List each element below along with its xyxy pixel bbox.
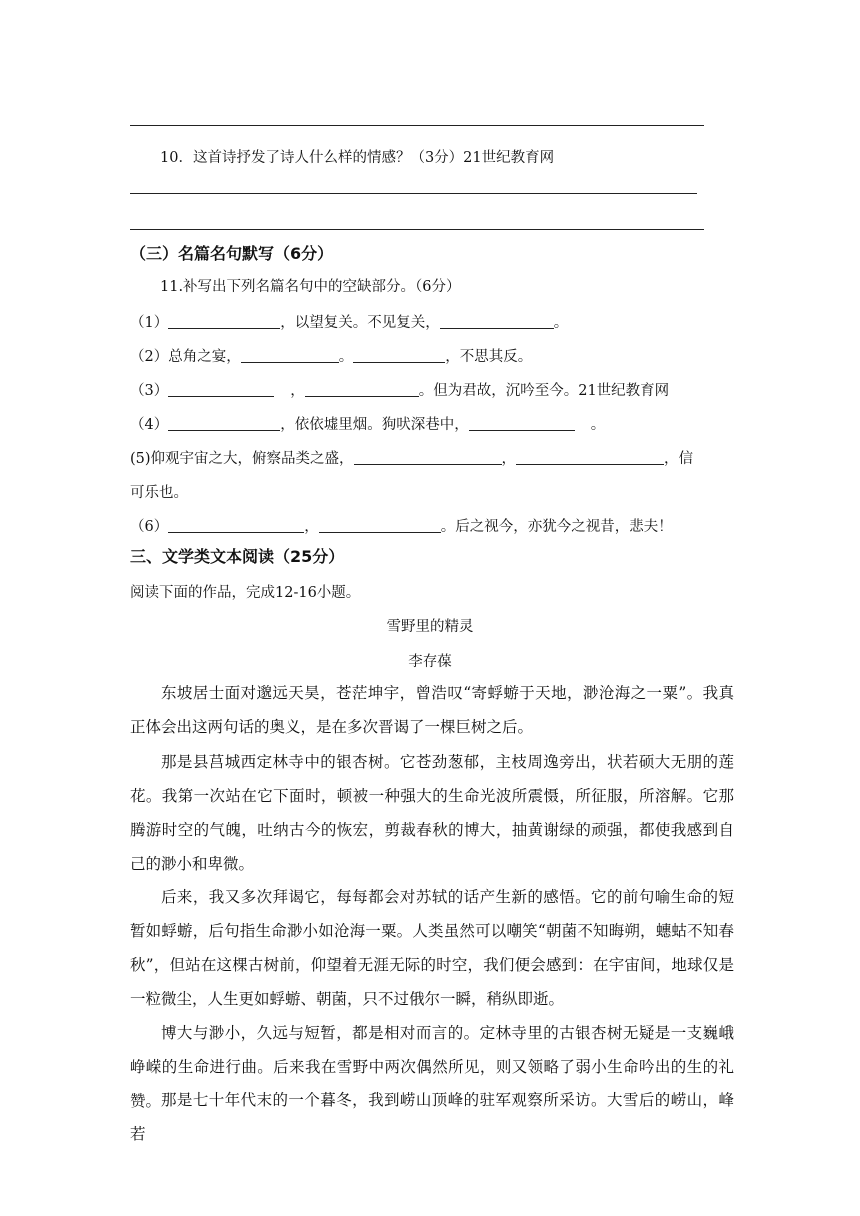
article-paragraph-1: 东坡居士面对邈远天昊，苍茫坤宇，曾浩叹“寄蜉蝣于天地，渺沧海之一粟”。我真正体会出这两句话的奥义，是在多次晋谒了一棵巨树之后。 — [130, 684, 734, 736]
blank-field[interactable] — [168, 382, 274, 397]
item-text: ，信 — [664, 451, 694, 467]
article-author: 李存葆 — [408, 654, 452, 670]
item-text: 。后之视今，亦犹今之视昔，悲夫！ — [440, 519, 673, 535]
item-text: ，以望复关。不见复关， — [280, 315, 440, 331]
reading-instruction: 阅读下面的作品，完成12-16小题。 — [130, 585, 361, 601]
blank-field[interactable] — [440, 314, 554, 329]
item-text: ， — [501, 451, 517, 467]
item-text: ， — [290, 383, 305, 399]
blank-field[interactable] — [168, 518, 304, 533]
blank-field[interactable] — [354, 450, 502, 465]
question-10: 10．这首诗抒发了诗人什么样的情感？（3分）21世纪教育网 — [160, 150, 555, 166]
fill-item-5 — [130, 447, 693, 468]
section-title-famous-lines: （三）名篇名句默写（6分） — [130, 244, 334, 263]
item-text: ， — [304, 519, 319, 535]
article-paragraph-3: 后来，我又多次拜谒它，每每都会对苏轼的话产生新的感悟。它的前句喻生命的短暂如蜉蝣，后句指生命渺小如沧海一粟。人类虽然可以嘲笑“朝菌不知晦朔，蟪蛄不知春秋”，但站在这棵古树前，仰望着无涯无际的时空，我们便会感到：在宇宙间，地球仅是一粒微尘，人生更如蜉蝣、朝菌，只不过俄尔一瞬，稍纵即逝。 — [130, 888, 734, 1008]
article-paragraph-4: 博大与渺小，久远与短暂，都是相对而言的。定林寺里的古银杏树无疑是一支巍峨峥嵘的生命进行曲。后来我在雪野中两次偶然所见，则又领略了弱小生命吟出的生的礼赞。 — [130, 1024, 734, 1110]
item-number: (5) — [130, 451, 151, 467]
item-number: （6） — [130, 519, 169, 535]
item-text: ，不思其反。 — [445, 349, 533, 365]
blank-field[interactable] — [241, 348, 339, 363]
answer-line — [130, 125, 704, 126]
answer-line — [130, 193, 697, 194]
item-text: 仰观宇宙之大，俯察品类之盛， — [150, 451, 354, 467]
item-number: （3） — [130, 383, 169, 399]
item-text: ，依依墟里烟。狗吠深巷中， — [280, 417, 469, 433]
article-paragraph-5: 那是七十年代末的一个暮冬，我到崂山顶峰的驻军观察所采访。大雪后的崂山，峰若 — [130, 1091, 734, 1143]
fill-item-6 — [130, 515, 673, 536]
blank-field[interactable] — [168, 416, 280, 431]
fill-item-2 — [130, 345, 532, 366]
answer-line — [130, 229, 704, 230]
blank-field[interactable] — [516, 450, 664, 465]
fill-item-5-continued: 可乐也。 — [130, 485, 188, 501]
fill-item-3 — [130, 379, 669, 400]
blank-field[interactable] — [469, 416, 575, 431]
item-text: 总角之宴， — [168, 349, 241, 365]
item-text: 。但为君故，沉吟至今。21世纪教育网 — [418, 383, 670, 399]
item-number: （2） — [130, 349, 169, 365]
fill-item-1 — [130, 311, 568, 332]
item-text: 。 — [553, 315, 569, 331]
section-title-literary-reading: 三、文学类文本阅读（25分） — [130, 547, 345, 566]
item-number: （1） — [130, 315, 169, 331]
item-text: 。 — [338, 349, 354, 365]
blank-field[interactable] — [353, 348, 445, 363]
fill-item-4 — [130, 413, 605, 434]
question-11: 11.补写出下列名篇名句中的空缺部分。（6分） — [160, 279, 461, 295]
article-title: 雪野里的精灵 — [386, 619, 474, 635]
blank-field[interactable] — [168, 314, 280, 329]
blank-field[interactable] — [319, 518, 441, 533]
blank-field[interactable] — [305, 382, 419, 397]
article-paragraph-2: 那是县莒城西定林寺中的银杏树。它苍劲葱郁，主枝周逸旁出，状若硕大无朋的莲花。我第一次站在它下面时，顿被一种强大的生命光波所震慑，所征服，所溶解。它那腾游时空的气魄，吐纳古今的恢宏，剪裁春秋的博大，抽黄谢绿的顽强，都使我感到自己的渺小和卑微。 — [130, 753, 734, 873]
item-text: 。 — [590, 417, 606, 433]
item-number: （4） — [130, 417, 169, 433]
